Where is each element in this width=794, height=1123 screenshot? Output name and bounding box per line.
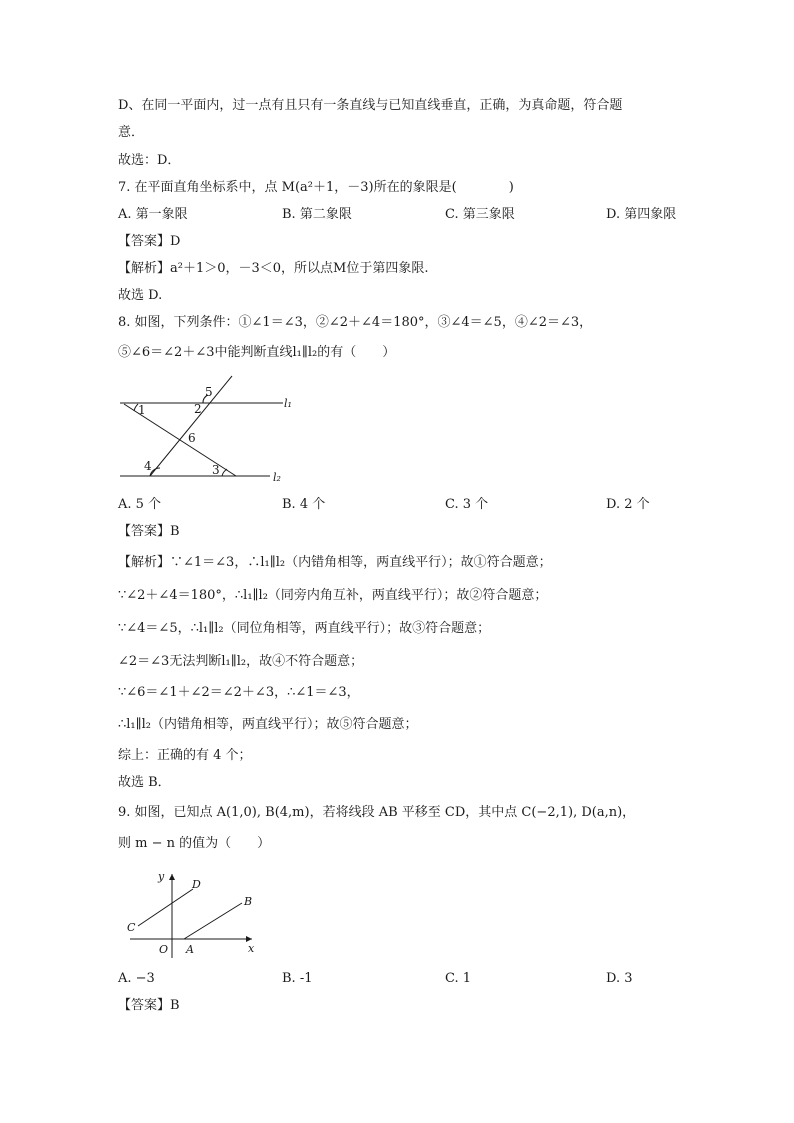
q8-summary: 综上：正确的有 4 个； xyxy=(118,748,252,763)
q8-stem-line2: ⑤∠6＝∠2＋∠3中能判断直线l₁∥l₂的有（ ） xyxy=(118,345,396,360)
point-label-c: C xyxy=(127,921,136,934)
q8-option-d: D. 2 个 xyxy=(606,497,650,512)
point-label-d: D xyxy=(192,878,201,891)
q9-options xyxy=(118,969,678,989)
q9-option-d: D. 3 xyxy=(606,971,633,986)
q8-option-b: B. 4 个 xyxy=(282,497,326,512)
q8-analysis-line2: ∵∠2＋∠4＝180°，∴l₁∥l₂（同旁内角互补，两直线平行）；故②符合题意； xyxy=(118,588,548,603)
q9-option-a: A. −3 xyxy=(118,971,155,986)
q8-option-a: A. 5 个 xyxy=(118,497,162,512)
q8-answer: 【答案】B xyxy=(118,524,180,539)
q6-option-d-line2: 意． xyxy=(118,125,145,140)
q7-conclusion: 故选 D. xyxy=(118,288,163,303)
angle-label-3: 3 xyxy=(212,463,220,477)
axis-label-y: y xyxy=(158,870,165,883)
angle-label-5: 5 xyxy=(205,385,213,399)
q8-conclusion: 故选 B． xyxy=(118,775,171,790)
q9-option-b: B. -1 xyxy=(282,971,313,986)
q8-analysis-line3: ∵∠4＝∠5，∴l₁∥l₂（同位角相等，两直线平行）；故③符合题意； xyxy=(118,621,491,636)
angle-label-4: 4 xyxy=(144,459,152,473)
q8-stem-line1: 8. 如图，下列条件：①∠1＝∠3，②∠2＋∠4＝180°，③∠4＝∠5，④∠2＝∠3， xyxy=(118,315,593,330)
q6-option-d-line1: D、在同一平面内，过一点有且只有一条直线与已知直线垂直，正确，为真命题，符合题 xyxy=(118,98,623,113)
segment-cd xyxy=(138,889,193,926)
point-label-a: A xyxy=(186,943,194,956)
q6-conclusion: 故选：D． xyxy=(118,153,181,168)
q9-stem-line1: 9. 如图，已知点 A(1,0), B(4,m)，若将线段 AB 平移至 CD，其中点 C(−2,1), D(a,n)， xyxy=(118,805,636,820)
q7-option-a: A. 第一象限 xyxy=(118,207,188,222)
q7-stem: 7. 在平面直角坐标系中，点 M(a²＋1，－3)所在的象限是( ) xyxy=(118,180,514,195)
q7-answer: 【答案】D xyxy=(118,234,181,249)
angle-label-6: 6 xyxy=(188,431,196,445)
q7-option-b: B. 第二象限 xyxy=(282,207,352,222)
q8-analysis-line4: ∠2＝∠3无法判断l₁∥l₂，故④不符合题意； xyxy=(118,654,364,669)
q8-option-c: C. 3 个 xyxy=(445,497,489,512)
angle-label-1: 1 xyxy=(138,403,146,417)
origin-label: O xyxy=(159,943,169,956)
q9-option-c: C. 1 xyxy=(445,971,472,986)
line-label-l1: l₁ xyxy=(284,397,292,410)
q8-analysis-line6: ∴l₁∥l₂（内错角相等，两直线平行）；故⑤符合题意； xyxy=(118,717,418,732)
q7-option-d: D. 第四象限 xyxy=(606,207,677,222)
q8-analysis-line5: ∵∠6＝∠1＋∠2＝∠2＋∠3，∴∠1＝∠3， xyxy=(118,685,360,700)
q8-analysis-line1: 【解析】∵∠1＝∠3，∴l₁∥l₂（内错角相等，两直线平行）；故①符合题意； xyxy=(118,555,552,570)
q7-option-c: C. 第三象限 xyxy=(445,207,515,222)
angle-label-2: 2 xyxy=(194,402,202,416)
line-label-l2: l₂ xyxy=(273,471,281,484)
q7-analysis: 【解析】a²＋1＞0，－3＜0，所以点M位于第四象限. xyxy=(118,261,429,276)
point-label-b: B xyxy=(244,895,253,908)
q9-answer: 【答案】B xyxy=(118,998,180,1013)
segment-ab xyxy=(184,903,242,939)
axis-label-x: x xyxy=(248,942,255,955)
q9-stem-line2: 则 m − n 的值为（ ） xyxy=(118,836,271,851)
